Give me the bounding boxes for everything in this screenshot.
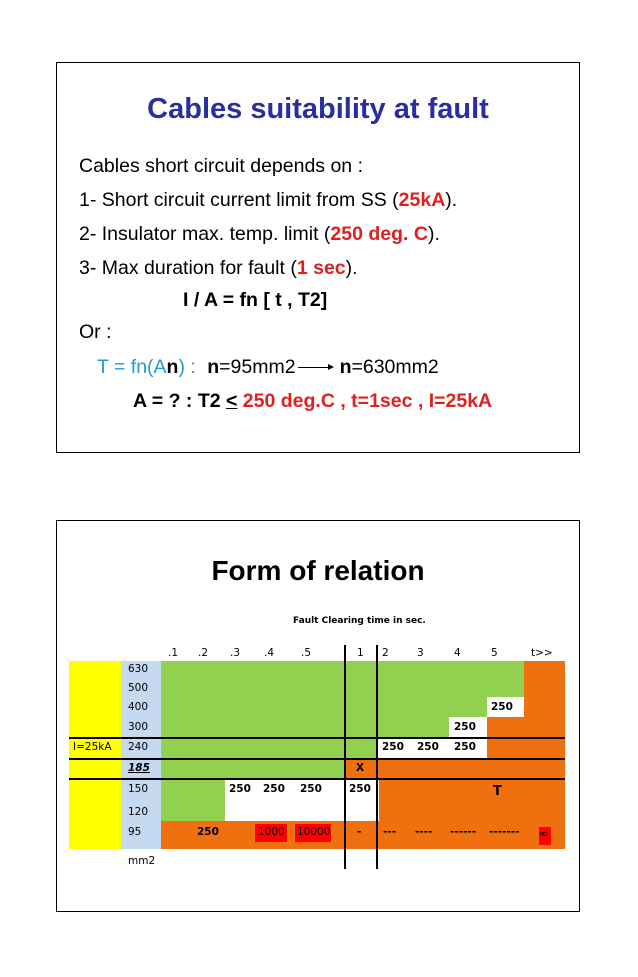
val-300-4: 250 (454, 721, 476, 733)
size-150: 150 (128, 783, 149, 795)
safe-region-400 (161, 697, 487, 717)
point-3 (79, 257, 358, 280)
or-label: Or : (79, 321, 112, 343)
val-150-5: 250 (300, 783, 322, 795)
relation-t: T = fn(A (97, 356, 167, 378)
tick-0.4: .4 (264, 647, 275, 659)
infinity-icon: ∞ (539, 828, 548, 840)
size-300: 300 (128, 721, 149, 733)
chart-caption: Fault Clearing time in sec. (293, 616, 426, 626)
unsafe-region-150 (379, 779, 565, 821)
tick-3: 3 (417, 647, 424, 659)
relation-n: n (166, 356, 179, 378)
point-1 (79, 189, 457, 212)
val-240-4: 250 (454, 741, 476, 753)
val-400-5: 250 (491, 701, 513, 713)
range-n2: n (339, 356, 352, 378)
tick-0.5: .5 (301, 647, 312, 659)
val-150-3: 250 (229, 783, 251, 795)
slide-title-2: Form of relation (211, 555, 425, 586)
current-column (69, 661, 121, 849)
tick-0.1: .1 (168, 647, 179, 659)
val-150-1: 250 (349, 783, 371, 795)
point-3-end: ). (345, 257, 358, 279)
val-95-dash3: ---- (415, 826, 433, 838)
current-label: I=25kA (73, 741, 112, 753)
val-95-1000: 1000 (258, 826, 285, 838)
safe-region-top (161, 661, 524, 697)
temp-limit-value: 250 deg. C (330, 223, 428, 245)
h-line-240 (69, 737, 565, 739)
h-line-185a (69, 758, 565, 760)
v-line-t1b (376, 645, 378, 869)
val-95-3: 250 (197, 826, 219, 838)
range-start: =95mm2 (219, 356, 296, 378)
tick-1: 1 (357, 647, 364, 659)
size-500: 500 (128, 682, 149, 694)
tick-2: 2 (382, 647, 389, 659)
tick-4: 4 (454, 647, 461, 659)
val-240-3: 250 (417, 741, 439, 753)
tick-0.3: .3 (230, 647, 241, 659)
question-conditions: 250 deg.C , t=1sec , I=25kA (237, 390, 493, 412)
size-185: 185 (128, 762, 150, 774)
range-n1: n (207, 356, 220, 378)
val-95-10000: 10000 (297, 826, 331, 838)
arrow-right-icon (298, 367, 332, 368)
slide-cables-suitability (56, 62, 580, 453)
intro-line: Cables short circuit depends on : (79, 155, 363, 177)
size-240: 240 (128, 741, 149, 753)
size-400: 400 (128, 701, 149, 713)
val-185-x: X (356, 762, 365, 774)
val-95-dash2: --- (383, 826, 397, 838)
val-95-dash5: ------- (489, 826, 520, 838)
size-630: 630 (128, 663, 149, 675)
slide-title: Cables suitability at fault (147, 93, 489, 125)
val-150-4: 250 (263, 783, 285, 795)
range-end: =630mm2 (351, 356, 439, 378)
relation-line (97, 356, 439, 379)
val-240-2: 250 (382, 741, 404, 753)
v-line-t1a (344, 645, 346, 869)
h-line-185b (69, 778, 565, 780)
current-limit-value: 25kA (398, 189, 446, 211)
tick-0.2: .2 (198, 647, 209, 659)
point-2-text: 2- Insulator max. temp. limit ( (79, 223, 331, 245)
unsafe-region-top (524, 661, 565, 697)
point-3-text: 3- Max duration for fault ( (79, 257, 297, 279)
safe-region-300 (161, 717, 449, 737)
tick-5: 5 (491, 647, 498, 659)
safe-region-150 (161, 779, 225, 821)
val-95-dash1: - (357, 826, 362, 838)
unit-label: mm2 (128, 855, 156, 867)
duration-value: 1 sec (296, 257, 346, 279)
formula: I / A = fn [ t , T2] (183, 289, 328, 311)
size-95: 95 (128, 826, 142, 838)
relation-close: ) : (178, 356, 202, 378)
point-2-end: ). (427, 223, 440, 245)
question-text: A = ? : T2 (133, 390, 226, 412)
point-1-text: 1- Short circuit current limit from SS ( (79, 189, 399, 211)
safe-region-185 (161, 759, 345, 779)
tick-t-large: t>> (531, 647, 553, 659)
unsafe-region-185 (345, 759, 565, 779)
val-95-dash4: ------ (450, 826, 477, 838)
point-2 (79, 223, 440, 246)
slide-form-of-relation (56, 520, 580, 912)
val-150-t: T (493, 784, 502, 799)
point-1-end: ). (445, 189, 458, 211)
le-sign: < (226, 390, 238, 412)
question-line (133, 390, 492, 413)
size-120: 120 (128, 806, 149, 818)
